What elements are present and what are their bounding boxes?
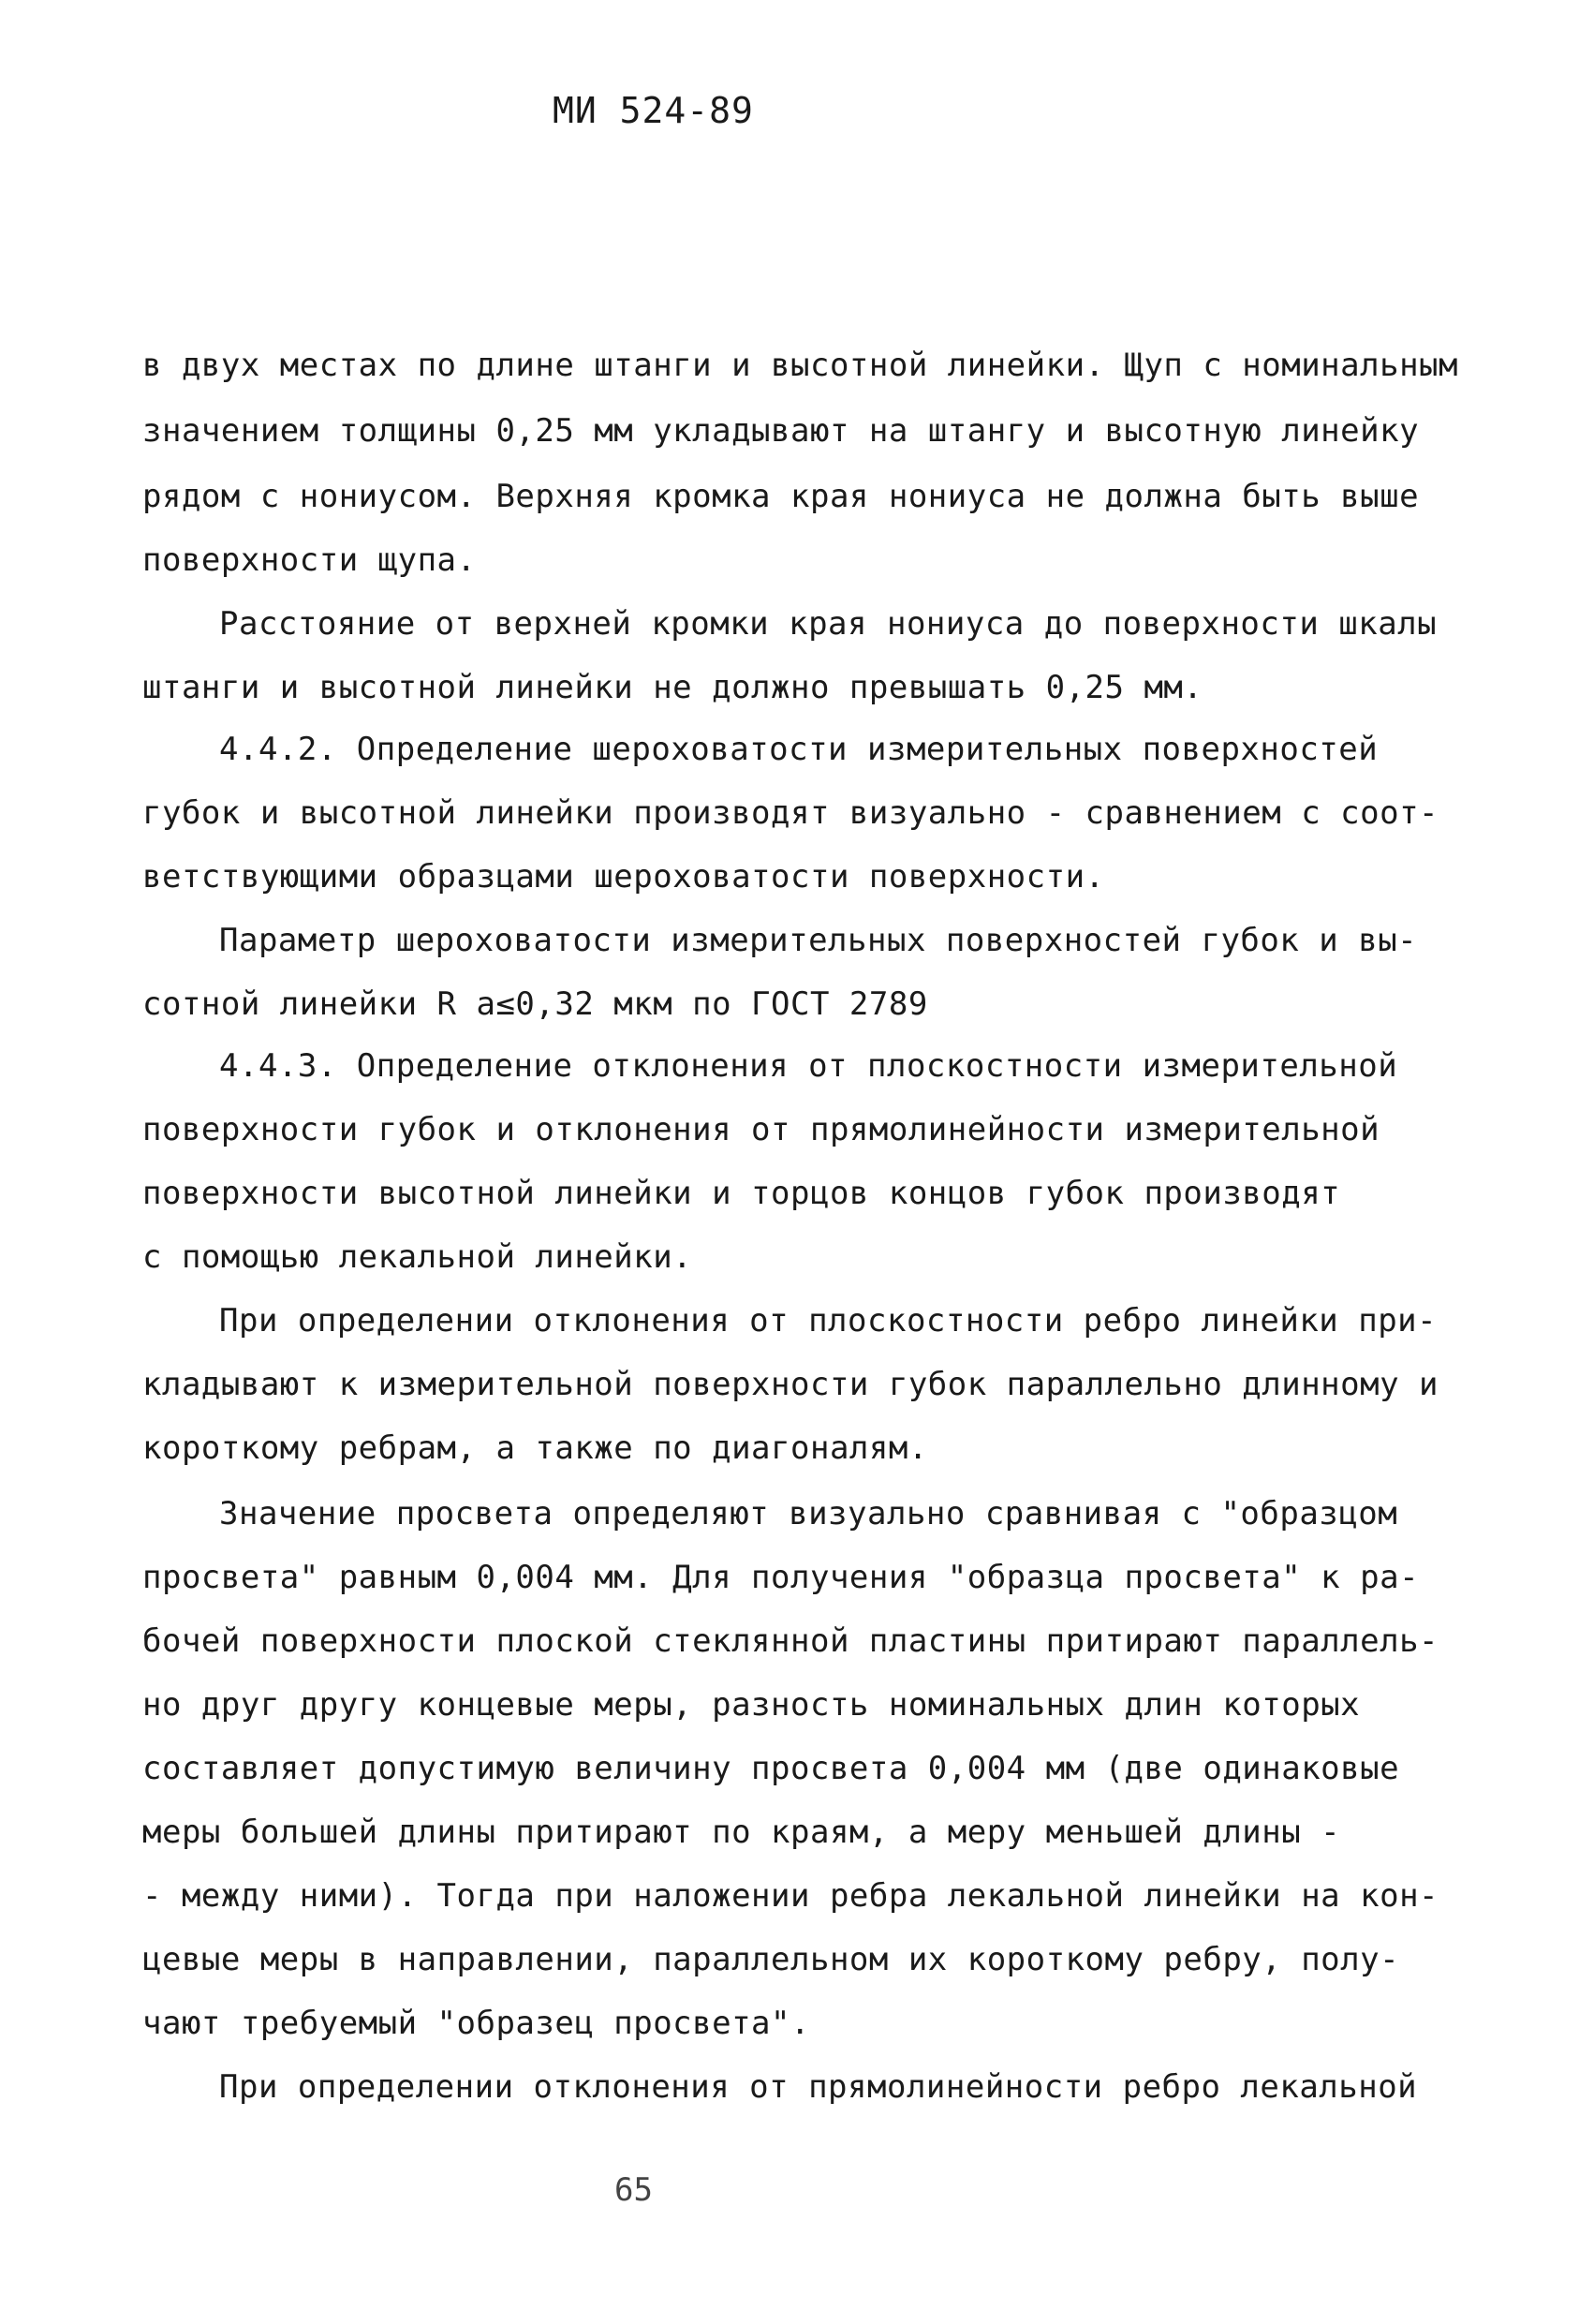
body-line: рядом с нониусом. Верхняя кромка края нониуса не должна быть выше — [142, 478, 1420, 515]
body-line: кладывают к измерительной поверхности губок параллельно длинному и — [142, 1366, 1439, 1403]
body-line: При определении отклонения от прямолинейности ребро лекальной — [219, 2068, 1418, 2106]
body-line: поверхности щупа. — [142, 541, 477, 579]
body-line: штанги и высотной линейки не должно превышать 0,25 мм. — [142, 669, 1203, 706]
body-line: При определении отклонения от плоскостности ребро линейки при- — [219, 1302, 1438, 1340]
body-line: Значение просвета определяют визуально сравнивая с "образцом — [219, 1495, 1398, 1532]
body-line: с помощью лекальной линейки. — [142, 1238, 693, 1276]
body-line: меры большей длины притирают по краям, а меру меньшей длины - — [142, 1813, 1341, 1851]
body-line: чают требуемый "образец просвета". — [142, 2005, 810, 2042]
document-code-header: МИ 524-89 — [553, 90, 754, 131]
body-line: ветствующими образцами шероховатости поверхности. — [142, 858, 1105, 896]
body-line: Расстояние от верхней кромки края нониуса до поверхности шкалы — [219, 605, 1438, 643]
body-line: значением толщины 0,25 мм укладывают на штангу и высотную линейку — [142, 412, 1420, 450]
body-line: бочей поверхности плоской стеклянной пластины притирают параллель- — [142, 1622, 1439, 1660]
body-line: цевые меры в направлении, параллельном их короткому ребру, полу- — [142, 1941, 1400, 1978]
body-line: но друг другу концевые меры, разность номинальных длин которых — [142, 1686, 1361, 1724]
body-line: составляет допустимую величину просвета 0,004 мм (две одинаковые — [142, 1750, 1400, 1787]
body-line: поверхности высотной линейки и торцов концов губок производят — [142, 1175, 1341, 1212]
page-number: 65 — [614, 2171, 653, 2209]
body-line: сотной линейки R a≤0,32 мкм по ГОСТ 2789 — [142, 985, 928, 1023]
body-line: - между ними). Тогда при наложении ребра лекальной линейки на кон- — [142, 1877, 1439, 1915]
body-line: короткому ребрам, а также по диагоналям. — [142, 1429, 928, 1467]
body-line: губок и высотной линейки производят визуально - сравнением с соот- — [142, 794, 1439, 832]
body-line: поверхности губок и отклонения от прямолинейности измерительной — [142, 1111, 1380, 1148]
body-line: просвета" равным 0,004 мм. Для получения "образца просвета" к ра- — [142, 1559, 1420, 1596]
section-heading-4-4-3: 4.4.3. Определение отклонения от плоскостности измерительной — [219, 1047, 1398, 1085]
body-line: в двух местах по длине штанги и высотной линейки. Щуп с номинальным — [142, 347, 1458, 384]
section-heading-4-4-2: 4.4.2. Определение шероховатости измерительных поверхностей — [219, 731, 1379, 768]
body-line: Параметр шероховатости измерительных поверхностей губок и вы- — [219, 922, 1418, 959]
